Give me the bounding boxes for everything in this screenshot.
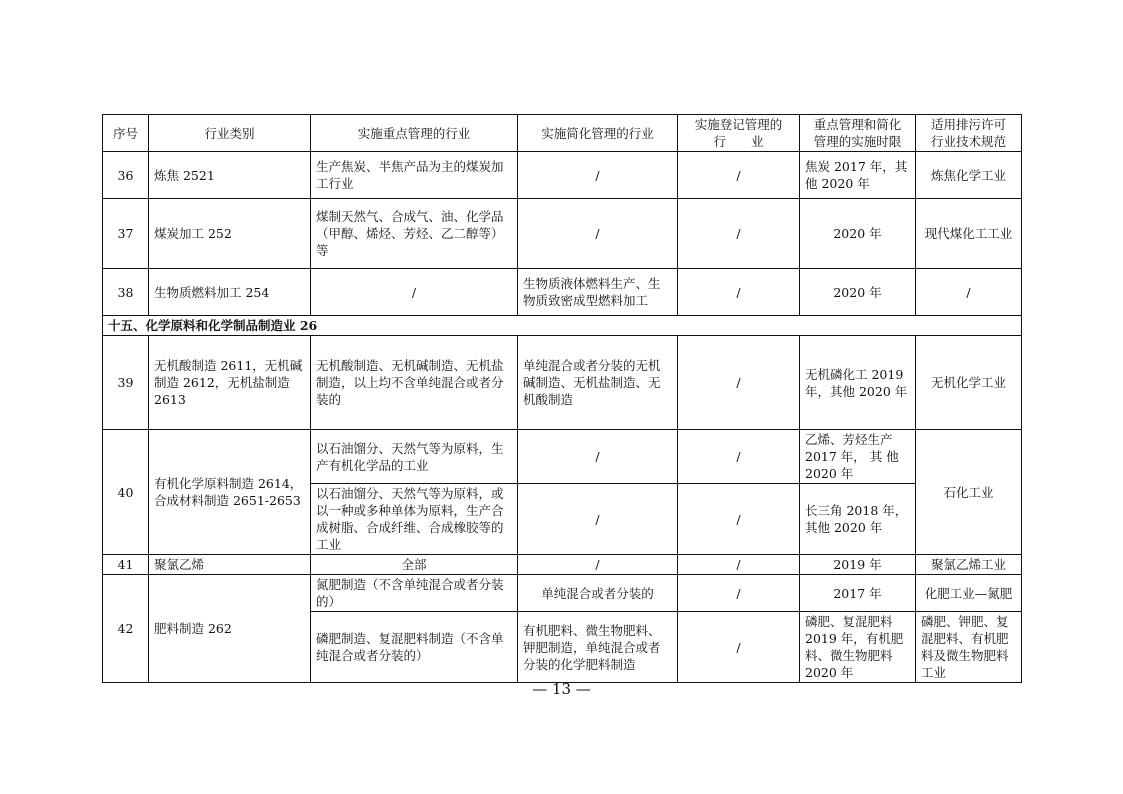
cell-timeline: 2017 年 [800,575,916,612]
cell-seq: 41 [103,555,149,575]
cell-timeline: 2019 年 [800,555,916,575]
table-row [103,430,1022,484]
cell-simplified-management: / [518,555,678,575]
cell-simplified-management: 单纯混合或者分装的无机碱制造、无机盐制造、无机酸制造 [518,336,678,430]
table-row [103,555,1022,575]
header-technical-spec [916,115,1022,152]
cell-technical-spec: 石化工业 [916,430,1022,555]
cell-simplified-management: / [518,199,678,269]
page-number: — 13 — [532,680,591,698]
header-registration-management [678,115,800,152]
cell-seq: 38 [103,269,149,316]
cell-timeline: 2020 年 [800,269,916,316]
cell-key-management: 生产焦炭、半焦产品为主的煤炭加工行业 [311,152,518,199]
cell-category: 无机酸制造 2611，无机碱制造 2612，无机盐制造 2613 [149,336,311,430]
table-row [103,336,1022,430]
cell-technical-spec: 炼焦化学工业 [916,152,1022,199]
cell-timeline: 乙烯、芳烃生产 2017 年， 其 他 2020 年 [800,430,916,484]
table-row [103,269,1022,316]
table-row [103,575,1022,612]
cell-timeline: 焦炭 2017 年，其他 2020 年 [800,152,916,199]
cell-registration-management: / [678,555,800,575]
cell-key-management: 全部 [311,555,518,575]
cell-key-management: 氮肥制造（不含单纯混合或者分装的） [311,575,518,612]
cell-simplified-management: / [518,152,678,199]
cell-registration-management: / [678,152,800,199]
cell-key-management: 煤制天然气、合成气、油、化学品（甲醇、烯烃、芳烃、乙二醇等）等 [311,199,518,269]
header-simplified-management: 实施简化管理的行业 [518,115,678,152]
header-spec-line2: 行业技术规范 [930,134,1006,149]
cell-registration-management: / [678,336,800,430]
cell-seq: 36 [103,152,149,199]
cell-technical-spec: / [916,269,1022,316]
cell-simplified-management: / [518,484,678,555]
cell-key-management: 以石油馏分、天然气等为原料，或以一种或多种单体为原料，生产合成树脂、合成纤维、合成橡胶等的工业 [311,484,518,555]
cell-technical-spec: 无机化学工业 [916,336,1022,430]
cell-technical-spec: 化肥工业—氮肥 [916,575,1022,612]
cell-key-management: 磷肥制造、复混肥料制造（不含单纯混合或者分装的） [311,612,518,683]
cell-seq: 39 [103,336,149,430]
cell-timeline: 无机磷化工 2019 年，其他 2020 年 [800,336,916,430]
cell-key-management: 以石油馏分、天然气等为原料，生产有机化学品的工业 [311,430,518,484]
cell-registration-management: / [678,269,800,316]
table-row [103,152,1022,199]
cell-key-management: 无机酸制造、无机碱制造、无机盐制造，以上均不含单纯混合或者分装的 [311,336,518,430]
cell-timeline: 2020 年 [800,199,916,269]
cell-simplified-management: 单纯混合或者分装的 [518,575,678,612]
cell-key-management: / [311,269,518,316]
header-timeline [800,115,916,152]
cell-seq: 37 [103,199,149,269]
cell-registration-management: / [678,430,800,484]
cell-seq: 40 [103,430,149,555]
cell-technical-spec: 聚氯乙烯工业 [916,555,1022,575]
header-seq: 序号 [103,115,149,152]
cell-simplified-management: / [518,430,678,484]
cell-category: 聚氯乙烯 [149,555,311,575]
header-category: 行业类别 [149,115,311,152]
table-header-row [103,115,1022,152]
cell-technical-spec: 现代煤化工工业 [916,199,1022,269]
header-registration-line2: 行 业 [713,134,764,149]
cell-registration-management: / [678,575,800,612]
section-title: 十五、化学原料和化学制品制造业 26 [103,316,1022,336]
cell-simplified-management: 有机肥料、微生物肥料、钾肥制造，单纯混合或者分装的化学肥料制造 [518,612,678,683]
section-header-row [103,316,1022,336]
cell-category: 煤炭加工 252 [149,199,311,269]
header-timeline-line2: 管理的实施时限 [813,134,902,149]
cell-registration-management: / [678,484,800,555]
cell-seq: 42 [103,575,149,683]
cell-technical-spec: 磷肥、钾肥、复混肥料、有机肥料及微生物肥料工业 [916,612,1022,683]
table-row [103,199,1022,269]
permit-classification-table [102,114,1022,683]
cell-category: 肥料制造 262 [149,575,311,683]
header-spec-line1: 适用排污许可 [930,117,1006,132]
header-timeline-line1: 重点管理和简化 [813,117,902,132]
header-key-management: 实施重点管理的行业 [311,115,518,152]
cell-timeline: 长三角 2018 年，其他 2020 年 [800,484,916,555]
cell-category: 生物质燃料加工 254 [149,269,311,316]
cell-category: 有机化学原料制造 2614，合成材料制造 2651-2653 [149,430,311,555]
cell-timeline: 磷肥、复混肥料 2019 年，有机肥料、微生物肥料 2020 年 [800,612,916,683]
cell-registration-management: / [678,199,800,269]
cell-simplified-management: 生物质液体燃料生产、生物质致密成型燃料加工 [518,269,678,316]
cell-category: 炼焦 2521 [149,152,311,199]
header-registration-line1: 实施登记管理的 [694,117,783,132]
cell-registration-management: / [678,612,800,683]
